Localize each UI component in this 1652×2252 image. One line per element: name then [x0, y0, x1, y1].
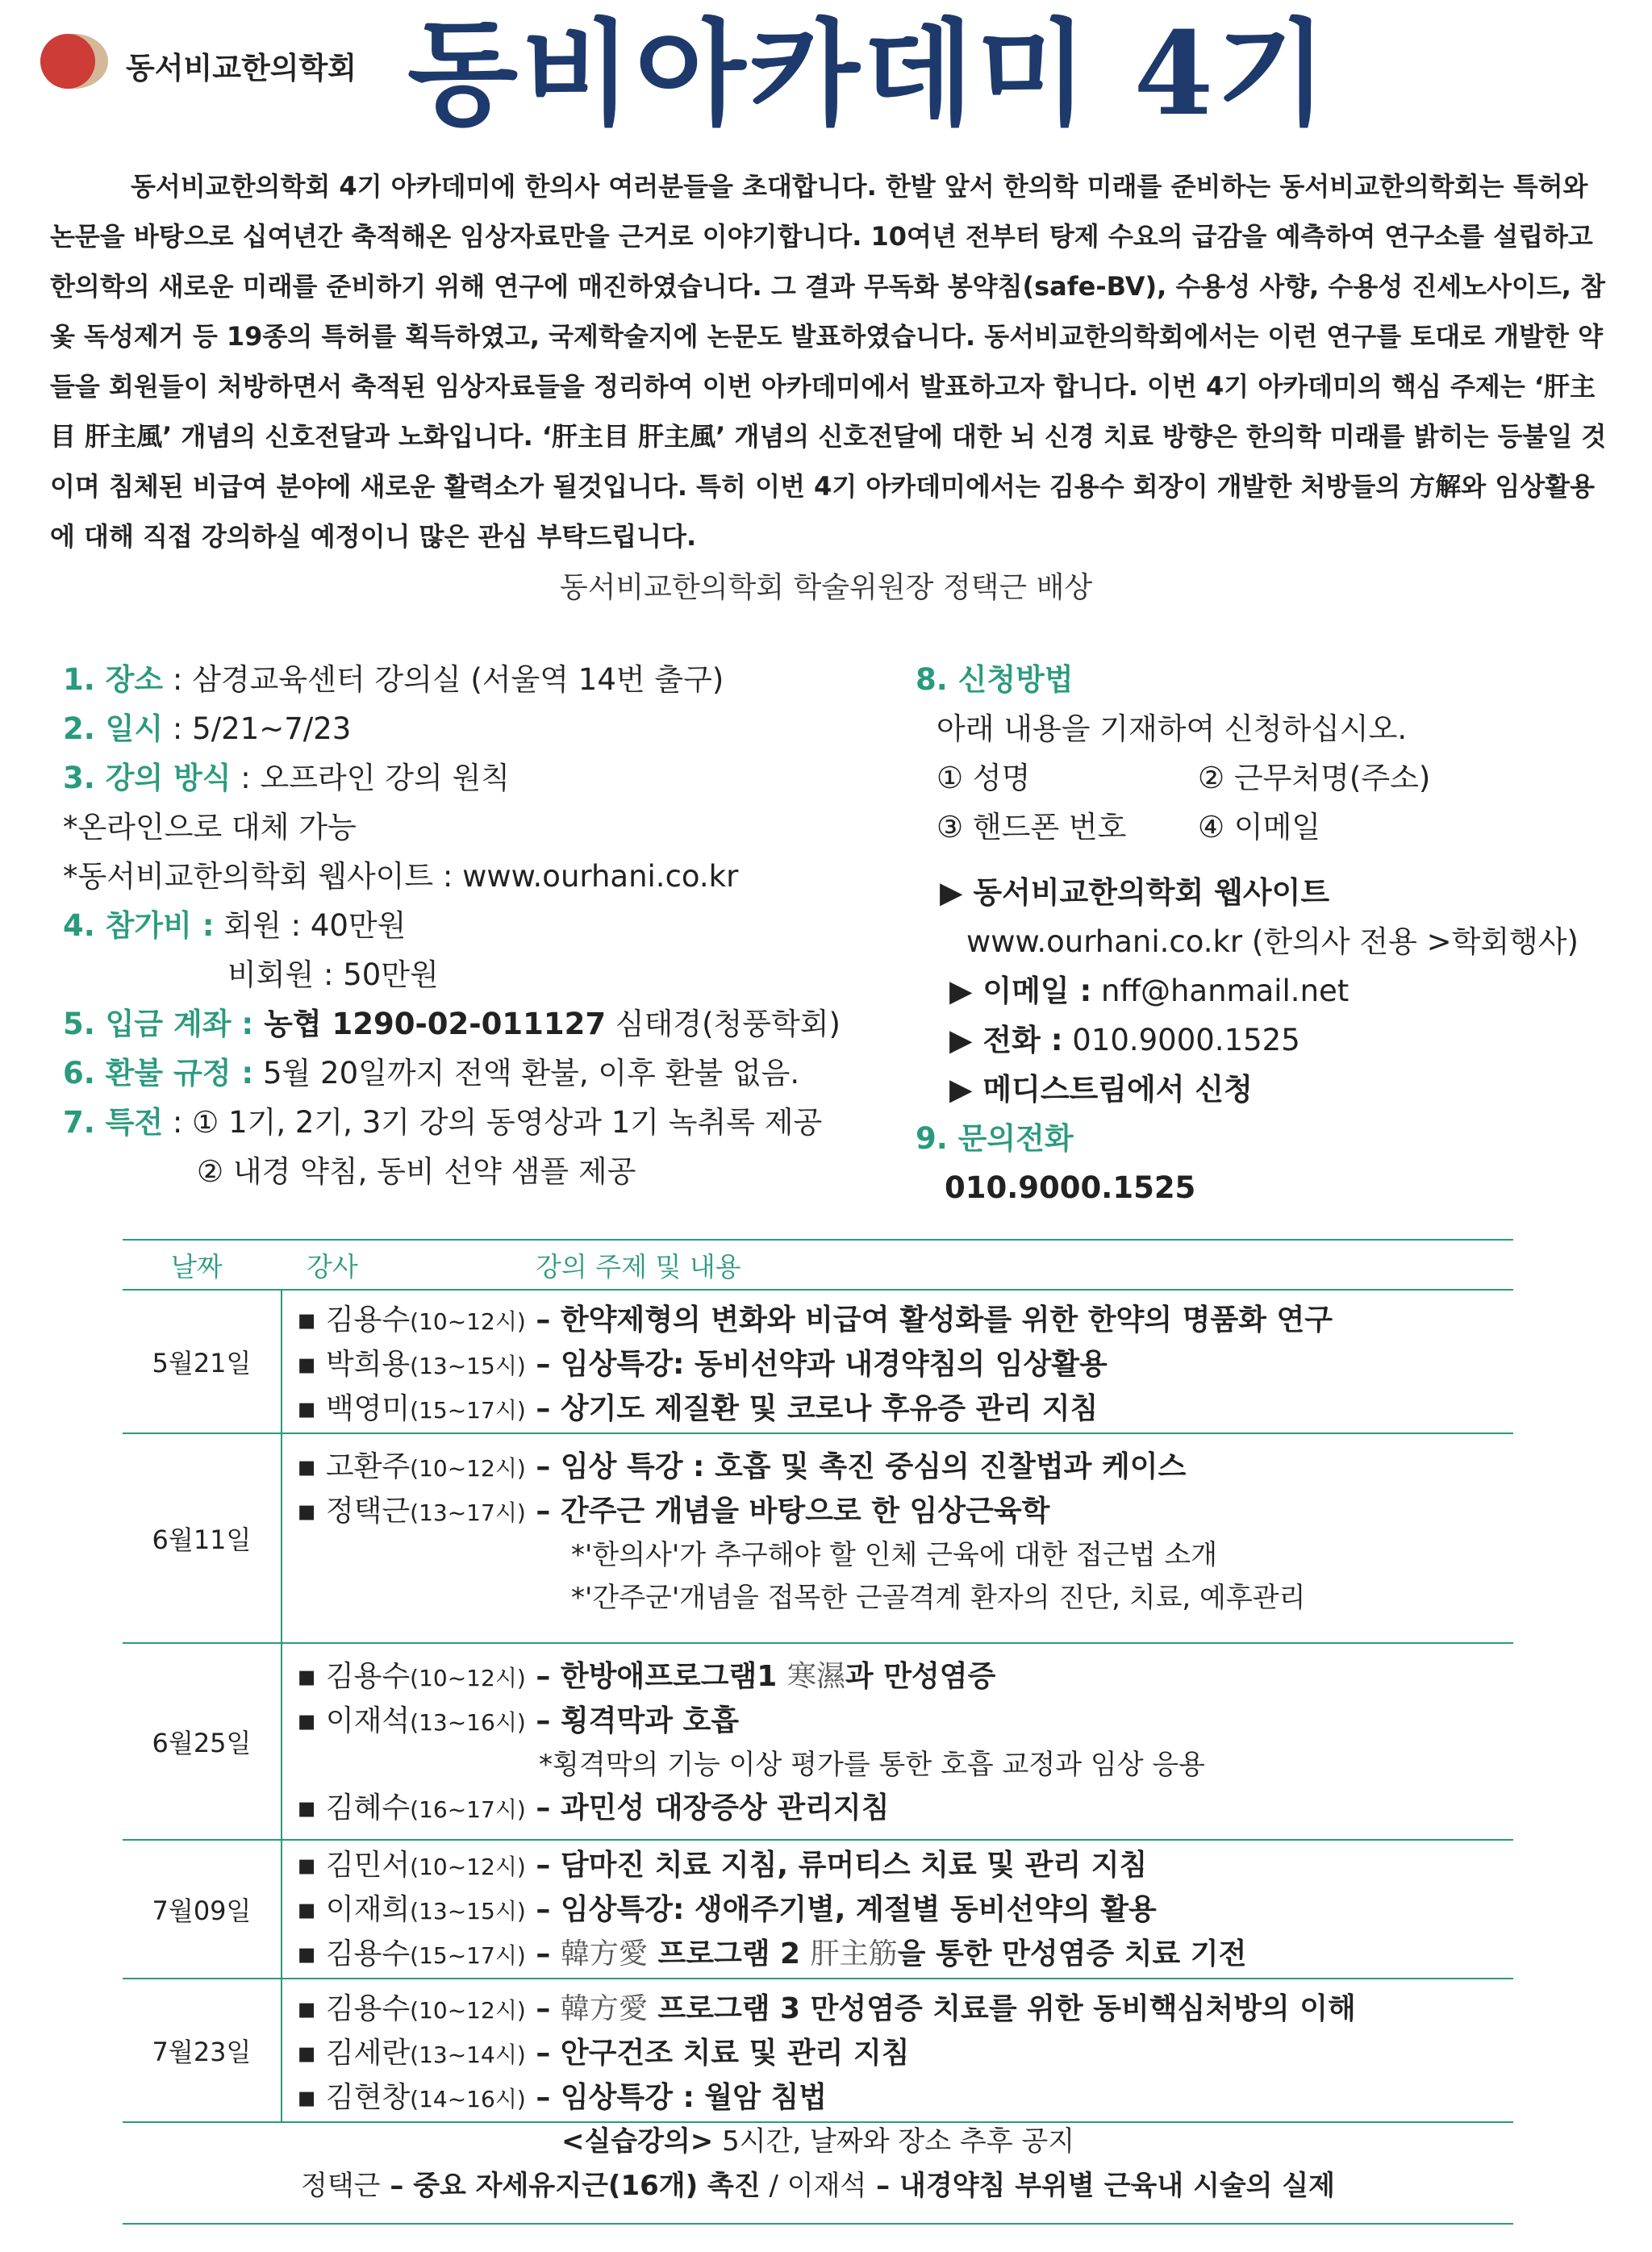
lecturer-name: ▪ 김현창: [297, 2081, 411, 2114]
lecturer-name: ▪ 김혜수: [297, 1791, 411, 1825]
practice-desc: 5시간, 날짜와 장소 추후 공지: [713, 2125, 1075, 2158]
lecture-time: (13~17시): [410, 1499, 526, 1526]
lecture-topic: 을 통한 만성염증 치료 기전: [897, 1937, 1247, 1971]
lecture-time: (16~17시): [410, 1796, 526, 1823]
date-row: [63, 704, 841, 753]
refund-row: [63, 1049, 841, 1098]
intro-paragraph: 동서비교한의학회 4기 아카데미에 한의사 여러분들을 초대합니다. 한발 앞서 한의학 미래를 준비하는 동서비교한의학회는 특허와 논문을 바탕으로 십여년간 축적해온 임상자료만을 근거로 이야기합니다. 10여년 전부터 탕제 수요의 급감을 예측하여 연구소를 설립하고 한의학의 새로운 미래를 준비하기 위해 연구에 매진하였습니다. 그 결과 무독화 봉약침(safe-BV), 수용성 사향, 수용성 진세노사이드, 참옻 독성제거 등 19종의 특허를 획득하였고, 국제학술지에 논문도 발표하였습니다. 동서비교한의학회에서는 이런 연구를 토대로 개발한 약들을 회원들이 처방하면서 축적된 임상자료들을 정리하여 이번 아카데미에서 발표하고자 합니다. 이번 4기 아카데미의 핵심 주제는 ‘肝主目 肝主風’ 개념의 신호전달과 노화입니다. ‘肝主目 肝主風’ 개념의 신호전달에 대한 뇌 신경 치료 방향은 한의학 미래를 밝히는 등불일 것이며 침체된 비급여 분야에 새로운 활력소가 될것입니다. 특히 이번 4기 아카데미에서는 김용수 회장이 개발한 처방들의 方解와 임상활용에 대해 직접 강의하실 예정이니 많은 관심 부탁드립니다.: [50, 171, 1607, 552]
lecture-topic: – 임상 특강 : 호흡 및 촉진 중심의 진찰법과 케이스: [525, 1450, 1187, 1483]
lecturer-name: ▪ 김민서: [297, 1849, 411, 1882]
refund-value: 5월 20일까지 전액 환불, 이후 환불 없음.: [253, 1056, 800, 1091]
contact-value: 010.9000.1525: [945, 1170, 1196, 1205]
lecture-topic-hanja: 韓方愛: [560, 1992, 648, 2025]
method-value: : 오프라인 강의 원칙: [231, 761, 510, 795]
lecturer-name: ▪ 김용수: [297, 1660, 411, 1693]
date-label: 2. 일시: [63, 711, 164, 746]
lecture-topic: – 횡격막과 호흡: [525, 1704, 740, 1737]
account-label: 5. 입금 계좌 :: [63, 1007, 254, 1041]
benefit-label: 7. 특전: [63, 1105, 164, 1140]
table-row: [123, 1434, 1513, 1644]
phone-label: ▶ 전화 :: [949, 1023, 1063, 1057]
practice-lecturer: 정택근: [300, 2170, 381, 2202]
fee-label: 4. 참가비 :: [63, 908, 215, 943]
lecture-time: (15~17시): [410, 1397, 526, 1424]
lecture-line: [297, 1888, 1513, 1933]
site-link[interactable]: www.ourhani.co.kr (한의사 전용 >학회행사): [966, 924, 1579, 959]
account-number: 농협 1290-02-011127: [253, 1007, 607, 1041]
phone-row: [916, 1015, 1579, 1065]
lecture-line: [297, 1987, 1513, 2032]
lecture-line: [297, 1844, 1513, 1888]
lecture-topic: – 과민성 대장증상 관리지침: [525, 1791, 890, 1825]
lecture-time: (10~12시): [410, 1854, 526, 1880]
method-label: 3. 강의 방식: [63, 761, 232, 795]
lecture-time: (13~16시): [410, 1709, 526, 1736]
benefit-row: [63, 1098, 841, 1147]
lecture-topic: – 상기도 제질환 및 코로나 후유증 관리 지침: [525, 1392, 1099, 1425]
row-body: [282, 1841, 1513, 1978]
table-row: [123, 1979, 1513, 2123]
practice-separator: /: [760, 2170, 787, 2202]
practice-topic: – 중요 자세유지근(16개) 촉진: [380, 2170, 761, 2202]
medistream-apply[interactable]: ▶ 메디스트림에서 신청: [949, 1072, 1253, 1107]
practice-lecturer: 이재석: [786, 2170, 867, 2202]
fee-row: [63, 901, 841, 950]
col-date: 날짜: [171, 1250, 223, 1282]
email-label: ▶ 이메일 :: [949, 974, 1092, 1008]
lecture-note: *'한의사'가 추구해야 할 인체 근육에 대한 접근법 소개: [571, 1539, 1218, 1571]
lecture-line: [297, 1299, 1513, 1343]
lecture-line: [297, 1343, 1513, 1387]
apply-desc: 아래 내용을 기재하여 신청하십시오.: [937, 711, 1408, 746]
email-link[interactable]: nff@hanmail.net: [1091, 974, 1350, 1008]
apply-items-2: [916, 803, 1579, 852]
apply-label: 8. 신청방법: [916, 662, 1074, 697]
lecture-topic: – 담마진 치료 지침, 류머티스 치료 및 관리 지침: [525, 1849, 1148, 1882]
method-row: [63, 753, 841, 803]
benefit-value-2: ② 내경 약침, 동비 선약 샘플 제공: [197, 1154, 636, 1189]
lecture-time: (10~12시): [410, 1308, 526, 1335]
date-value: : 5/21~7/23: [163, 711, 352, 746]
apply-item-phone: ③ 핸드폰 번호: [937, 810, 1127, 844]
practice-section: [123, 2120, 1513, 2208]
benefit-value-1: : ① 1기, 2기, 3기 강의 동영상과 1기 녹취록 제공: [163, 1105, 823, 1140]
lecture-dash: –: [525, 1992, 561, 2025]
lecture-time: (13~15시): [410, 1898, 526, 1925]
lecture-line: [297, 2032, 1513, 2076]
row-date: 5월21일: [123, 1291, 282, 1433]
lecturer-name: ▪ 김용수: [297, 1303, 411, 1337]
col-lecturer: 강사: [307, 1250, 358, 1282]
lecture-line: [297, 1933, 1513, 1977]
practice-header: [123, 2120, 1513, 2164]
lecture-line: [297, 2076, 1513, 2121]
practice-label: <실습강의>: [561, 2125, 714, 2158]
info-right: [916, 655, 1579, 1212]
apply-item-name: ① 성명: [937, 761, 1031, 795]
row-date: 6월25일: [123, 1644, 282, 1839]
lecture-topic: – 한약제형의 변화와 비급여 활성화를 위한 한약의 명품화 연구: [525, 1303, 1333, 1337]
schedule-table: [123, 1239, 1513, 2123]
row-date: 6월11일: [123, 1434, 282, 1642]
lecture-topic: 프로그램 3 만성염증 치료를 위한 동비핵심처방의 이해: [647, 1992, 1356, 2025]
lecture-topic-hanja: 肝主筋: [810, 1937, 898, 1971]
lecture-time: (15~17시): [410, 1942, 526, 1969]
logo-circle-front: [40, 34, 95, 89]
lecturer-name: ▪ 정택근: [297, 1495, 411, 1528]
col-topic: 강의 주제 및 내용: [536, 1250, 741, 1282]
row-body: [282, 1434, 1513, 1642]
lecture-note: *'간주군'개념을 접목한 근골격계 환자의 진단, 치료, 예후관리: [571, 1582, 1306, 1614]
row-body: [282, 1291, 1513, 1433]
lecturer-name: ▪ 김용수: [297, 1937, 411, 1971]
lecture-topic-hanja: 韓方愛: [560, 1937, 648, 1971]
lecture-topic: – 한방애프로그램1: [525, 1660, 787, 1693]
lecture-time: (10~12시): [410, 1455, 526, 1482]
lecture-time: (14~16시): [410, 2086, 526, 2112]
lecture-topic: 과 만성염증: [845, 1660, 996, 1693]
lecturer-name: ▪ 이재석: [297, 1704, 411, 1737]
lecture-topic: – 임상특강: 생애주기별, 계절별 동비선약의 활용: [525, 1893, 1157, 1926]
lecture-line: [297, 1387, 1513, 1432]
place-label: 1. 장소: [63, 662, 164, 697]
lecturer-name: ▪ 고환주: [297, 1450, 411, 1483]
apply-items-1: [916, 753, 1579, 803]
account-holder: 심태경(청풍학회): [606, 1007, 841, 1041]
practice-topic: – 내경약침 부위별 근육내 시술의 실제: [866, 2170, 1336, 2202]
lecture-time: (13~14시): [410, 2041, 526, 2068]
practice-content: [123, 2164, 1513, 2208]
lecturer-name: ▪ 이재희: [297, 1893, 411, 1926]
lecture-time: (13~15시): [410, 1353, 526, 1379]
lecturer-name: ▪ 김용수: [297, 1992, 411, 2025]
table-row: [123, 1644, 1513, 1841]
table-row: [123, 1291, 1513, 1434]
row-date: 7월09일: [123, 1841, 282, 1978]
site-label: ▶ 동서비교한의학회 웹사이트: [940, 875, 1330, 910]
lecture-topic: – 임상특강 : 월암 침법: [525, 2081, 828, 2114]
fee-nonmember: 비회원 : 50만원: [227, 957, 439, 992]
place-row: [63, 655, 841, 704]
lecture-time: (10~12시): [410, 1997, 526, 2024]
lecture-topic: 프로그램 2: [647, 1937, 811, 1971]
fee-member: 회원 : 40만원: [214, 908, 407, 943]
table-header: [123, 1239, 1513, 1291]
lecturer-name: ▪ 김세란: [297, 2037, 411, 2070]
method-note: *온라인으로 대체 가능: [63, 810, 357, 844]
lecturer-name: ▪ 박희용: [297, 1348, 411, 1381]
lecture-time: (10~12시): [410, 1665, 526, 1691]
lecture-dash: –: [525, 1937, 561, 1971]
signature: 동서비교한의학회 학술위원장 정택근 배상: [559, 571, 1093, 604]
row-date: 7월23일: [123, 1979, 282, 2121]
contact-label: 9. 문의전화: [916, 1121, 1074, 1156]
place-value: : 삼경교육센터 강의실 (서울역 14번 출구): [163, 662, 724, 697]
org-name: 동서비교한의학회: [126, 51, 357, 85]
lecture-line: [297, 1445, 1513, 1490]
lecturer-name: ▪ 백영미: [297, 1392, 411, 1425]
lecture-line: [297, 1655, 1513, 1699]
page-title: 동비아카데미 4기: [407, 7, 1331, 141]
refund-label: 6. 환불 규정 :: [63, 1056, 254, 1091]
lecture-topic: – 임상특강: 동비선약과 내경약침의 임상활용: [525, 1348, 1108, 1381]
table-row: [123, 1841, 1513, 1979]
bottom-rule: [123, 2223, 1513, 2225]
lecture-topic: – 안구건조 치료 및 관리 지침: [525, 2037, 910, 2070]
apply-item-email: ④ 이메일: [1198, 810, 1321, 844]
lecture-line: [297, 1787, 1513, 1831]
row-body: [282, 1979, 1513, 2121]
account-row: [63, 999, 841, 1049]
lecture-line: [297, 1699, 1513, 1744]
phone-value: 010.9000.1525: [1062, 1023, 1300, 1057]
apply-item-workplace: ② 근무처명(주소): [1198, 761, 1431, 795]
website-note[interactable]: *동서비교한의학회 웹사이트 : www.ourhani.co.kr: [63, 859, 739, 894]
lecture-line: [297, 1490, 1513, 1534]
info-left: [63, 655, 841, 1196]
lecture-note: *횡격막의 기능 이상 평가를 통한 호흡 교정과 임상 응용: [539, 1749, 1206, 1781]
row-body: [282, 1644, 1513, 1839]
lecture-topic-hanja: 寒濕: [786, 1660, 845, 1693]
email-row: [916, 966, 1579, 1015]
lecture-topic: – 간주근 개념을 바탕으로 한 임상근육학: [525, 1495, 1050, 1528]
